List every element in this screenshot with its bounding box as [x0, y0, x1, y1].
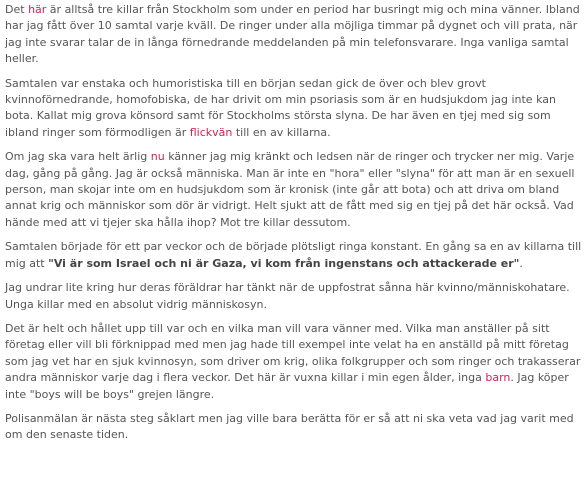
link-barn[interactable]: barn	[485, 371, 511, 385]
paragraph-5	[5, 280, 582, 313]
paragraph-text: Jag undrar lite kring hur deras föräldrar har tänkt när de uppfostrat sånna här kvinno/människohatare. Unga killar med en absolut vidrig människosyn.	[5, 281, 570, 311]
paragraph-4	[5, 239, 582, 272]
paragraph-3	[5, 149, 582, 231]
paragraph-text: . Jag köper inte "boys will be boys" grejen längre.	[5, 371, 569, 401]
paragraph-text: känner jag mig kränkt och ledsen när de ringer och trycker ner mig. Varje dag, gång på gång. Jag är också människa. Man är inte en "hora" eller "slyna" för att man är en sexuell person, man skojar inte om en hudsjukdom som är kronisk (inte går att bota) och att driva om bland annat krig och människor som dör är vidrigt. Helt sjukt att de fått med sig en tjej på det här också. Vad hände med att vi tjejer ska hålla ihop? Mot tre killar dessutom.	[5, 150, 575, 229]
link-nu[interactable]: nu	[150, 150, 165, 164]
quote-bold: "Vi är som Israel och ni är Gaza, vi kom från ingenstans och attackerade er"	[48, 256, 520, 270]
paragraph-6	[5, 321, 582, 403]
paragraph-text: är alltså tre killar från Stockholm som under en period har busringt mig och mina vänner. Ibland har jag fått över 10 samtal varje kväll. De ringer under alla möjliga timmar på dygnet och vill prata, när jag inte svarar talar de in långa förnedrande meddelanden på min telefonsvarare. Inga vanliga samtal heller.	[5, 3, 580, 66]
paragraph-text: Om jag ska vara helt ärlig	[5, 150, 151, 164]
link-har[interactable]: här	[28, 3, 47, 16]
paragraph-text: till en av killarna.	[232, 125, 331, 139]
link-flickvan[interactable]: flickvän	[189, 125, 233, 139]
paragraph-text: .	[519, 256, 523, 270]
paragraph-7	[5, 411, 582, 444]
paragraph-text: Det är helt och hållet upp till var och en vilka man vill vara vänner med. Vilka man anställer på sitt företag eller vill bli förknippad med men jag hade till exempel inte velat ha en anställd på mitt företag som jag vet har en sjuk kvinnosyn, som driver om krig, olika folkgrupper och som ringer och trakasserar andra människor varje dag i flera veckor. Det här är vuxna killar i min egen ålder, inga	[5, 321, 581, 385]
paragraph-1	[5, 2, 582, 68]
paragraph-2	[5, 76, 582, 142]
paragraph-text: Det	[5, 3, 29, 16]
paragraph-text: Polisanmälan är nästa steg såklart men jag ville bara berätta för er så att ni ska veta vad jag varit med om den senaste tiden.	[5, 411, 574, 442]
paragraph-text: Samtalen började för ett par veckor och de började plötsligt ringa konstant. En gång sa en av killarna till mig att	[5, 240, 582, 270]
paragraph-text: Samtalen var enstaka och humoristiska till en början sedan gick de över och blev grovt kvinnoförnedrande, homofobiska, de har drivit om min psoriasis som är en hudsjukdom jag inte kan bota. Kallat mig grova könsord samt för Stockholms största slyna. De har även en tjej med sig som ibland ringer som förmodligen är	[5, 76, 556, 139]
